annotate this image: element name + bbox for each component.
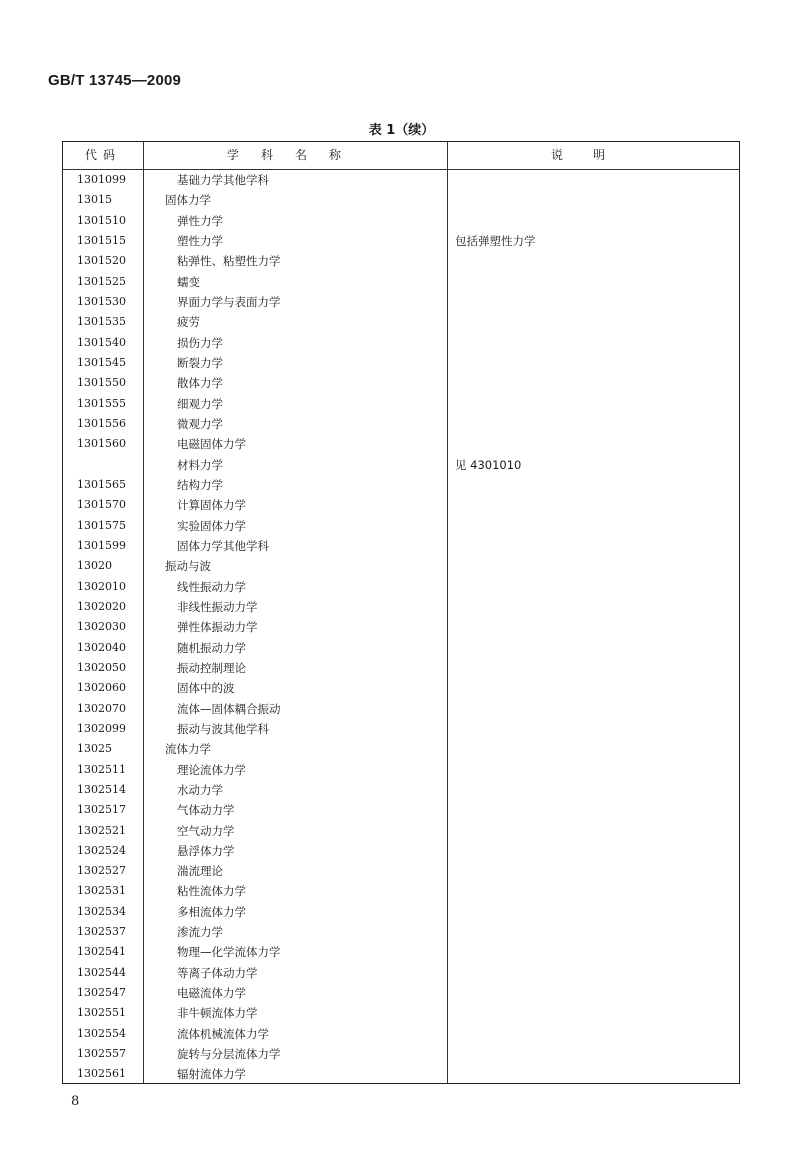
- column-header-note: 说明: [550, 148, 635, 162]
- cell-note: 见 4301010: [455, 457, 522, 472]
- cell-name: 流体力学: [165, 742, 211, 757]
- cell-name: 电磁流体力学: [177, 986, 246, 1001]
- cell-note: 包括弹塑性力学: [455, 233, 536, 248]
- table-body: [63, 170, 739, 1085]
- cell-name: 悬浮体力学: [177, 843, 235, 858]
- cell-name: 振动与波: [165, 559, 211, 574]
- cell-code: 1301099: [77, 173, 126, 186]
- table-row: [63, 678, 739, 698]
- table-row: [63, 963, 739, 983]
- cell-code: 1302524: [77, 843, 126, 857]
- cell-code: 13025: [77, 742, 112, 756]
- cell-name: 结构力学: [177, 477, 223, 492]
- cell-name: 损伤力学: [177, 335, 223, 350]
- table-row: [63, 617, 739, 637]
- cell-code: 1302521: [77, 823, 126, 837]
- cell-code: 1302020: [77, 599, 126, 613]
- column-header-code: 代码: [84, 148, 121, 162]
- cell-name: 微观力学: [177, 416, 223, 431]
- table-row: [63, 455, 739, 475]
- table-row: [63, 861, 739, 881]
- cell-code: 1302531: [77, 884, 126, 898]
- cell-name: 等离子体动力学: [177, 965, 258, 980]
- cell-name: 材料力学: [177, 457, 223, 472]
- cell-name: 计算固体力学: [177, 498, 246, 513]
- table-row: [63, 658, 739, 678]
- cell-code: 1302554: [77, 1026, 126, 1040]
- cell-code: 1301520: [77, 254, 126, 268]
- discipline-table: [62, 141, 740, 1084]
- cell-code: 1301510: [77, 213, 126, 227]
- cell-code: 1302544: [77, 965, 126, 979]
- table-row: [63, 1044, 739, 1064]
- cell-name: 空气动力学: [177, 823, 235, 838]
- cell-code: 1302040: [77, 640, 126, 654]
- cell-code: 1302557: [77, 1047, 126, 1061]
- column-header-name: 学科名称: [226, 148, 363, 162]
- cell-code: 1302050: [77, 660, 126, 674]
- cell-name: 固体中的波: [177, 681, 235, 696]
- cell-name: 非线性振动力学: [177, 599, 258, 614]
- cell-code: 1302517: [77, 803, 126, 817]
- cell-name: 断裂力学: [177, 355, 223, 370]
- cell-code: 1302010: [77, 579, 126, 593]
- table-row: [63, 841, 739, 861]
- cell-code: 1301556: [77, 416, 126, 430]
- table-row: [63, 983, 739, 1003]
- cell-code: 1301535: [77, 315, 126, 329]
- table-row: [63, 719, 739, 739]
- cell-name: 电磁固体力学: [177, 437, 246, 452]
- cell-code: 1301530: [77, 294, 126, 308]
- table-row: [63, 881, 739, 901]
- table-row: [63, 353, 739, 373]
- table-row: [63, 821, 739, 841]
- table-row: [63, 373, 739, 393]
- table-row: [63, 272, 739, 292]
- standard-code: GB/T 13745—2009: [48, 72, 182, 89]
- table-row: [63, 739, 739, 759]
- cell-name: 散体力学: [177, 376, 223, 391]
- cell-name: 渗流力学: [177, 925, 223, 940]
- cell-name: 随机振动力学: [177, 640, 246, 655]
- cell-name: 振动控制理论: [177, 660, 246, 675]
- table-row: [63, 495, 739, 515]
- cell-code: 1301515: [77, 233, 126, 247]
- page-number: 8: [71, 1094, 80, 1109]
- table-row: [63, 922, 739, 942]
- cell-code: 1302060: [77, 681, 126, 695]
- cell-name: 理论流体力学: [177, 762, 246, 777]
- table-row: [63, 333, 739, 353]
- cell-name: 界面力学与表面力学: [177, 294, 281, 309]
- cell-name: 气体动力学: [177, 803, 235, 818]
- table-row: [63, 942, 739, 962]
- cell-code: 1301555: [77, 396, 126, 410]
- cell-code: 1302561: [77, 1067, 126, 1081]
- table-row: [63, 638, 739, 658]
- cell-name: 基础力学其他学科: [177, 173, 269, 187]
- cell-name: 流体机械流体力学: [177, 1026, 269, 1041]
- cell-code: 1301540: [77, 335, 126, 349]
- cell-name: 线性振动力学: [177, 579, 246, 594]
- cell-code: 1302070: [77, 701, 126, 715]
- table-row: [63, 312, 739, 332]
- cell-code: 1301525: [77, 274, 126, 288]
- cell-code: 1301575: [77, 518, 126, 532]
- table-row: [63, 1064, 739, 1084]
- cell-name: 细观力学: [177, 396, 223, 411]
- cell-name: 粘弹性、粘塑性力学: [177, 254, 281, 269]
- cell-name: 塑性力学: [177, 233, 223, 248]
- cell-code: 1302541: [77, 945, 126, 959]
- cell-code: 1302527: [77, 864, 126, 878]
- table-row: [63, 597, 739, 617]
- cell-name: 固体力学: [165, 193, 211, 208]
- cell-name: 蠕变: [177, 274, 200, 289]
- cell-name: 多相流体力学: [177, 904, 246, 919]
- table-row: [63, 434, 739, 454]
- cell-code: 1301599: [77, 538, 126, 552]
- table-row: [63, 780, 739, 800]
- cell-code: 1302514: [77, 782, 126, 796]
- table-row: [63, 1003, 739, 1023]
- table-row: [63, 800, 739, 820]
- cell-name: 振动与波其他学科: [177, 721, 269, 736]
- table-row: [63, 699, 739, 719]
- cell-code: 1302551: [77, 1006, 126, 1020]
- cell-name: 流体—固体耦合振动: [177, 701, 281, 716]
- table-row: [63, 394, 739, 414]
- cell-name: 湍流理论: [177, 864, 223, 879]
- table-row: [63, 475, 739, 495]
- table-row: [63, 536, 739, 556]
- cell-code: 13020: [77, 559, 112, 573]
- cell-code: 1301570: [77, 498, 126, 512]
- cell-code: 1302534: [77, 904, 126, 918]
- table-row: [63, 760, 739, 780]
- table-row: [63, 231, 739, 251]
- table-row: [63, 516, 739, 536]
- cell-name: 旋转与分层流体力学: [177, 1047, 281, 1062]
- cell-code: 1301560: [77, 437, 126, 451]
- table-row: [63, 577, 739, 597]
- cell-name: 弹性力学: [177, 213, 223, 228]
- cell-code: 1302030: [77, 620, 126, 634]
- cell-name: 疲劳: [177, 315, 200, 330]
- cell-name: 物理—化学流体力学: [177, 945, 281, 960]
- cell-code: 1302537: [77, 925, 126, 939]
- table-caption: 表 1（续）: [368, 123, 435, 138]
- cell-name: 实验固体力学: [177, 518, 246, 533]
- cell-code: 1301545: [77, 355, 126, 369]
- cell-code: 1302511: [77, 762, 126, 776]
- table-row: [63, 190, 739, 210]
- cell-name: 固体力学其他学科: [177, 538, 269, 553]
- table-header-row: [63, 142, 739, 170]
- cell-code: 1301550: [77, 376, 126, 390]
- table-row: [63, 414, 739, 434]
- cell-code: 1301565: [77, 477, 126, 491]
- cell-name: 非牛顿流体力学: [177, 1006, 258, 1021]
- table-row: [63, 902, 739, 922]
- table-row: [63, 251, 739, 271]
- cell-name: 弹性体振动力学: [177, 620, 258, 635]
- cell-name: 粘性流体力学: [177, 884, 246, 899]
- table-row: [63, 556, 739, 576]
- table-row: [63, 211, 739, 231]
- table-row: [63, 292, 739, 312]
- cell-name: 水动力学: [177, 782, 223, 797]
- cell-code: 13015: [77, 193, 112, 207]
- cell-code: 1302099: [77, 721, 126, 735]
- table-row: [63, 1024, 739, 1044]
- cell-code: 1302547: [77, 986, 126, 1000]
- table-row: [63, 170, 739, 190]
- cell-name: 辐射流体力学: [177, 1067, 246, 1082]
